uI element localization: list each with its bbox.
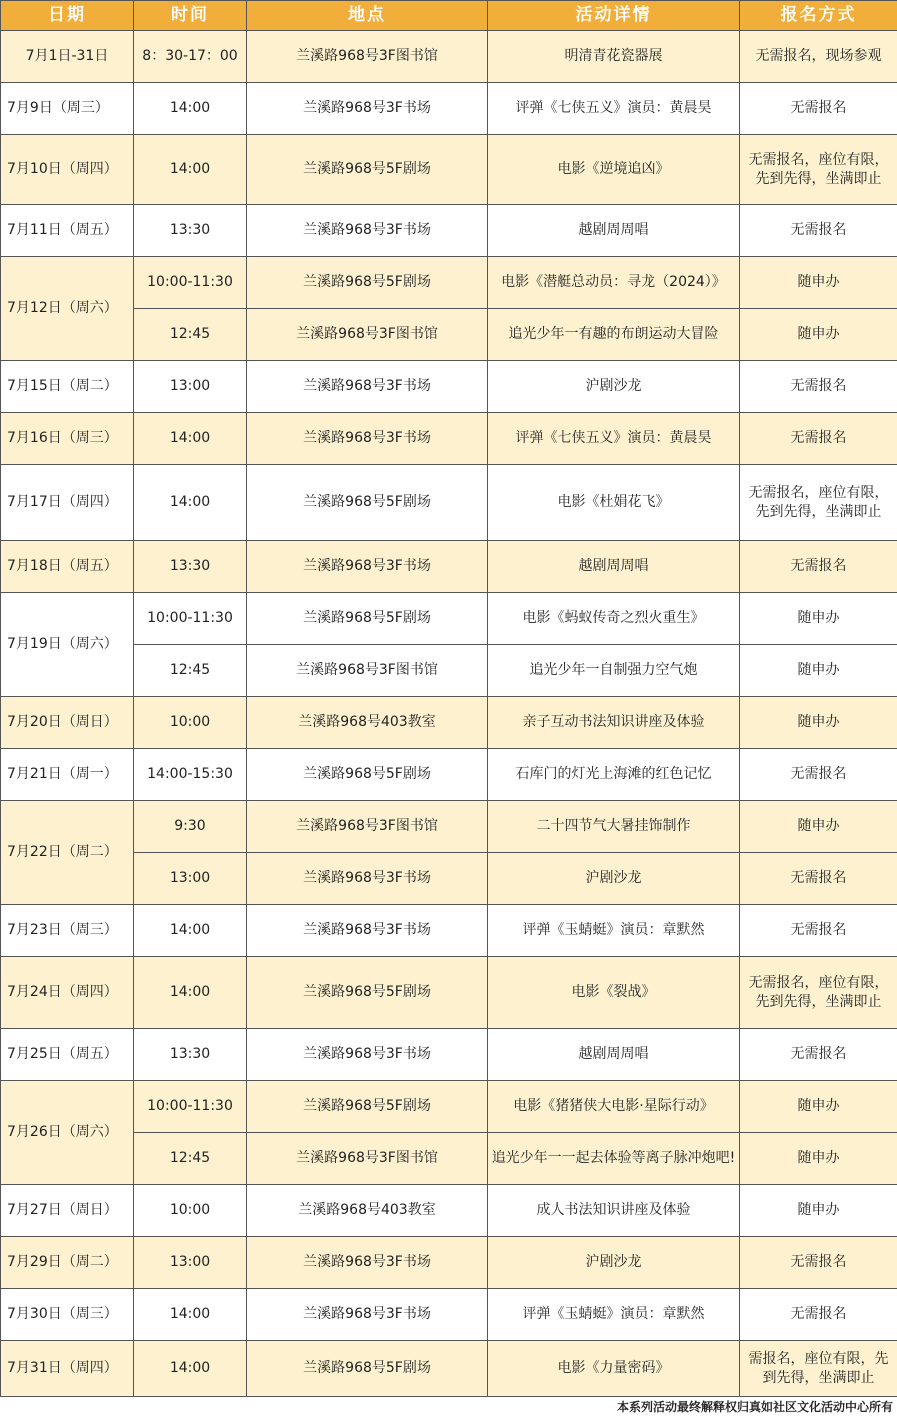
- cell-detail: 越剧周周唱: [488, 1029, 740, 1081]
- cell-signup: 随申办: [740, 697, 897, 749]
- cell-signup: 无需报名，座位有限，先到先得，坐满即止: [740, 465, 897, 541]
- cell-signup: 无需报名: [740, 205, 897, 257]
- cell-time: 14:00-15:30: [134, 749, 247, 801]
- cell-place: 兰溪路968号403教室: [247, 697, 488, 749]
- cell-date: 7月18日（周五）: [1, 541, 134, 593]
- header-place: 地点: [247, 1, 488, 31]
- cell-time: 12:45: [134, 645, 247, 697]
- cell-detail: 二十四节气大暑挂饰制作: [488, 801, 740, 853]
- cell-time: 13:00: [134, 853, 247, 905]
- cell-date: 7月27日（周日）: [1, 1185, 134, 1237]
- cell-time: 10:00: [134, 1185, 247, 1237]
- cell-signup: 无需报名，座位有限，先到先得，坐满即止: [740, 957, 897, 1029]
- cell-detail: 沪剧沙龙: [488, 361, 740, 413]
- cell-place: 兰溪路968号3F书场: [247, 1237, 488, 1289]
- cell-signup: 无需报名: [740, 905, 897, 957]
- cell-place: 兰溪路968号5F剧场: [247, 1081, 488, 1133]
- cell-detail: 明清青花瓷器展: [488, 31, 740, 83]
- cell-detail: 亲子互动书法知识讲座及体验: [488, 697, 740, 749]
- cell-time: 14:00: [134, 957, 247, 1029]
- cell-signup: 无需报名: [740, 1289, 897, 1341]
- cell-date: 7月25日（周五）: [1, 1029, 134, 1081]
- cell-detail: 评弹《玉蜻蜓》演员：章默然: [488, 1289, 740, 1341]
- cell-date: 7月23日（周三）: [1, 905, 134, 957]
- cell-date: 7月15日（周二）: [1, 361, 134, 413]
- cell-place: 兰溪路968号3F书场: [247, 361, 488, 413]
- cell-place: 兰溪路968号3F书场: [247, 205, 488, 257]
- cell-signup: 无需报名: [740, 1237, 897, 1289]
- cell-time: 14:00: [134, 1289, 247, 1341]
- cell-time: 14:00: [134, 83, 247, 135]
- cell-time: 14:00: [134, 413, 247, 465]
- cell-place: 兰溪路968号3F图书馆: [247, 645, 488, 697]
- cell-time: 10:00-11:30: [134, 593, 247, 645]
- cell-signup: 随申办: [740, 801, 897, 853]
- table-row: [1, 541, 897, 593]
- table-row: [1, 205, 897, 257]
- cell-date: 7月24日（周四）: [1, 957, 134, 1029]
- cell-time: 12:45: [134, 309, 247, 361]
- cell-date: 7月29日（周二）: [1, 1237, 134, 1289]
- cell-time: 9:30: [134, 801, 247, 853]
- schedule-body: [1, 31, 897, 1397]
- cell-time: 13:00: [134, 1237, 247, 1289]
- cell-place: 兰溪路968号5F剧场: [247, 1341, 488, 1397]
- cell-time: 10:00-11:30: [134, 1081, 247, 1133]
- cell-place: 兰溪路968号3F书场: [247, 413, 488, 465]
- cell-signup: 无需报名: [740, 413, 897, 465]
- header-detail: 活动详情: [488, 1, 740, 31]
- cell-signup: 随申办: [740, 1185, 897, 1237]
- cell-detail: 追光少年一自制强力空气炮: [488, 645, 740, 697]
- table-row: [1, 31, 897, 83]
- cell-detail: 电影《逆境追凶》: [488, 135, 740, 205]
- cell-date: 7月12日（周六）: [1, 257, 134, 361]
- cell-date: 7月17日（周四）: [1, 465, 134, 541]
- cell-date: 7月1日-31日: [1, 31, 134, 83]
- table-row: [1, 257, 897, 309]
- cell-detail: 成人书法知识讲座及体验: [488, 1185, 740, 1237]
- cell-place: 兰溪路968号3F图书馆: [247, 309, 488, 361]
- cell-time: 14:00: [134, 905, 247, 957]
- cell-date: 7月10日（周四）: [1, 135, 134, 205]
- cell-signup: 无需报名，座位有限，先到先得，坐满即止: [740, 135, 897, 205]
- cell-signup: 随申办: [740, 309, 897, 361]
- table-row: [1, 853, 897, 905]
- cell-time: 10:00: [134, 697, 247, 749]
- cell-time: 13:30: [134, 541, 247, 593]
- cell-time: 12:45: [134, 1133, 247, 1185]
- cell-date: 7月26日（周六）: [1, 1081, 134, 1185]
- table-row: [1, 135, 897, 205]
- cell-date: 7月9日（周三）: [1, 83, 134, 135]
- cell-signup: 随申办: [740, 257, 897, 309]
- cell-detail: 电影《杜娟花飞》: [488, 465, 740, 541]
- table-row: [1, 465, 897, 541]
- cell-signup: 随申办: [740, 1081, 897, 1133]
- cell-date: 7月19日（周六）: [1, 593, 134, 697]
- table-row: [1, 801, 897, 853]
- cell-signup: 无需报名: [740, 1029, 897, 1081]
- cell-detail: 石库门的灯光上海滩的红色记忆: [488, 749, 740, 801]
- table-row: [1, 83, 897, 135]
- cell-signup: 无需报名: [740, 541, 897, 593]
- table-row: [1, 1341, 897, 1397]
- table-row: [1, 1237, 897, 1289]
- cell-time: 13:30: [134, 205, 247, 257]
- cell-signup: 随申办: [740, 593, 897, 645]
- cell-place: 兰溪路968号3F书场: [247, 905, 488, 957]
- cell-place: 兰溪路968号5F剧场: [247, 749, 488, 801]
- cell-place: 兰溪路968号3F书场: [247, 853, 488, 905]
- cell-detail: 电影《蚂蚁传奇之烈火重生》: [488, 593, 740, 645]
- cell-date: 7月21日（周一）: [1, 749, 134, 801]
- cell-signup: 无需报名: [740, 83, 897, 135]
- header-row: [1, 1, 897, 31]
- cell-signup: 无需报名: [740, 853, 897, 905]
- cell-place: 兰溪路968号3F书场: [247, 1289, 488, 1341]
- table-row: [1, 361, 897, 413]
- cell-date: 7月20日（周日）: [1, 697, 134, 749]
- cell-date: 7月11日（周五）: [1, 205, 134, 257]
- cell-date: 7月30日（周三）: [1, 1289, 134, 1341]
- cell-place: 兰溪路968号403教室: [247, 1185, 488, 1237]
- cell-place: 兰溪路968号3F图书馆: [247, 1133, 488, 1185]
- footer-note: 本系列活动最终解释权归真如社区文化活动中心所有: [616, 1400, 893, 1414]
- cell-date: 7月22日（周二）: [1, 801, 134, 905]
- table-row: [1, 1081, 897, 1133]
- cell-time: 10:00-11:30: [134, 257, 247, 309]
- cell-place: 兰溪路968号5F剧场: [247, 135, 488, 205]
- table-row: [1, 957, 897, 1029]
- cell-time: 14:00: [134, 1341, 247, 1397]
- cell-signup: 无需报名: [740, 749, 897, 801]
- table-row: [1, 1289, 897, 1341]
- table-row: [1, 1029, 897, 1081]
- cell-time: 14:00: [134, 465, 247, 541]
- cell-time: 14:00: [134, 135, 247, 205]
- cell-place: 兰溪路968号3F书场: [247, 1029, 488, 1081]
- cell-detail: 追光少年一一起去体验等离子脉冲炮吧!: [488, 1133, 740, 1185]
- cell-detail: 评弹《玉蜻蜓》演员：章默然: [488, 905, 740, 957]
- cell-place: 兰溪路968号5F剧场: [247, 593, 488, 645]
- cell-detail: 电影《猪猪侠大电影·星际行动》: [488, 1081, 740, 1133]
- header-signup: 报名方式: [740, 1, 897, 31]
- header-time: 时间: [134, 1, 247, 31]
- cell-signup: 随申办: [740, 1133, 897, 1185]
- cell-place: 兰溪路968号3F图书馆: [247, 801, 488, 853]
- table-row: [1, 905, 897, 957]
- table-row: [1, 1133, 897, 1185]
- cell-detail: 评弹《七侠五义》演员：黄晨昊: [488, 413, 740, 465]
- cell-time: 8：30-17：00: [134, 31, 247, 83]
- cell-signup: 随申办: [740, 645, 897, 697]
- cell-place: 兰溪路968号3F书场: [247, 541, 488, 593]
- cell-place: 兰溪路968号5F剧场: [247, 957, 488, 1029]
- cell-detail: 沪剧沙龙: [488, 1237, 740, 1289]
- cell-date: 7月31日（周四）: [1, 1341, 134, 1397]
- table-row: [1, 593, 897, 645]
- cell-detail: 越剧周周唱: [488, 205, 740, 257]
- cell-detail: 电影《力量密码》: [488, 1341, 740, 1397]
- header-date: 日期: [1, 1, 134, 31]
- cell-detail: 沪剧沙龙: [488, 853, 740, 905]
- cell-place: 兰溪路968号5F剧场: [247, 465, 488, 541]
- table-row: [1, 697, 897, 749]
- table-row: [1, 1185, 897, 1237]
- cell-place: 兰溪路968号3F图书馆: [247, 31, 488, 83]
- cell-date: 7月16日（周三）: [1, 413, 134, 465]
- cell-detail: 电影《潜艇总动员：寻龙（2024）》: [488, 257, 740, 309]
- table-row: [1, 413, 897, 465]
- cell-signup: 无需报名: [740, 361, 897, 413]
- cell-place: 兰溪路968号3F书场: [247, 83, 488, 135]
- cell-detail: 追光少年一有趣的布朗运动大冒险: [488, 309, 740, 361]
- cell-time: 13:30: [134, 1029, 247, 1081]
- cell-place: 兰溪路968号5F剧场: [247, 257, 488, 309]
- cell-time: 13:00: [134, 361, 247, 413]
- cell-detail: 评弹《七侠五义》演员：黄晨昊: [488, 83, 740, 135]
- cell-signup: 无需报名，现场参观: [740, 31, 897, 83]
- cell-detail: 电影《裂战》: [488, 957, 740, 1029]
- table-row: [1, 309, 897, 361]
- table-row: [1, 749, 897, 801]
- table-row: [1, 645, 897, 697]
- cell-detail: 越剧周周唱: [488, 541, 740, 593]
- cell-signup: 需报名，座位有限，先到先得，坐满即止: [740, 1341, 897, 1397]
